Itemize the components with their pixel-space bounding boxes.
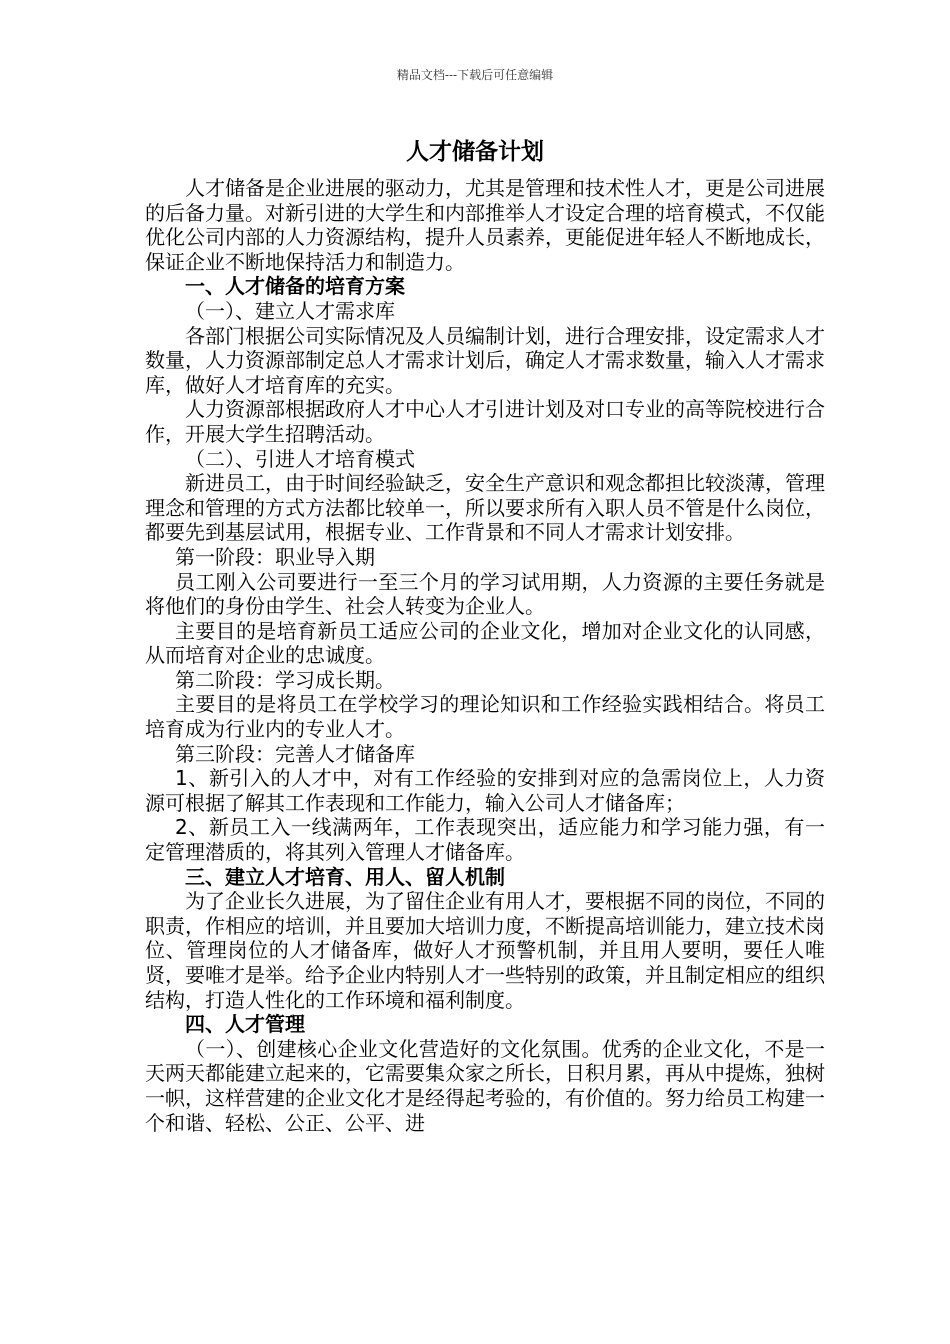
paragraph: 第二阶段：学习成长期。 (175, 667, 395, 692)
page-header: 精品文档---下载后可任意编辑 (396, 68, 554, 82)
paragraph: 1、新引入的人才中，对有工作经验的安排到对应的急需岗位上，人力资源可根据了解其工作表现和工作能力，输入公司人才储备库； (145, 766, 825, 815)
section-heading: 三、建立人才培育、用人、留人机制 (185, 864, 505, 889)
paragraph: 主要目的是培育新员工适应公司的企业文化，增加对企业文化的认同感，从而培育对企业的忠诚度。 (145, 618, 825, 668)
paragraph: （二）、引进人才培育模式 (185, 446, 415, 471)
paragraph: 人才储备是企业进展的驱动力，尤其是管理和技术性人才，更是公司进展的后备力量。对新引进的大学生和内部推举人才设定合理的培育模式，不仅能优化公司内部的人力资源结构，提升人员素养，更能促进年轻人不断地成长，保证企业不断地保持活力和制造力。 (145, 176, 825, 274)
paragraph: 员工刚入公司要进行一至三个月的学习试用期，人力资源的主要任务就是将他们的身份由学生、社会人转变为企业人。 (145, 569, 825, 619)
paragraph: 第三阶段：完善人才储备库 (175, 741, 415, 766)
paragraph: 为了企业长久进展，为了留住企业有用人才，要根据不同的岗位，不同的职责，作相应的培训，并且要加大培训力度，不断提高培训能力，建立技术岗位、管理岗位的人才储备库，做好人才预警机制，并且用人要明，要任人唯贤，要唯才是举。给予企业内特别人才一些特别的政策，并且制定相应的组织结构，打造人性化的工作环境和福利制度。 (145, 889, 825, 1012)
paragraph: （一）、创建核心企业文化营造好的文化氛围。优秀的企业文化，不是一天两天都能建立起来的，它需要集众家之所长，日积月累，再从中提炼，独树一帜，这样营建的企业文化才是经得起考验的，有价值的。努力给员工构建一个和谐、轻松、公正、公平、进 (145, 1036, 825, 1135)
paragraph: 人力资源部根据政府人才中心人才引进计划及对口专业的高等院校进行合作，开展大学生招聘活动。 (145, 397, 825, 446)
paragraph: 新进员工，由于时间经验缺乏，安全生产意识和观念都担比较淡薄，管理理念和管理的方式方法都比较单一，所以要求所有入职人员不管是什么岗位，都要先到基层试用，根据专业、工作背景和不同人才需求计划安排。 (145, 471, 825, 545)
paragraph: 2、新员工入一线满两年，工作表现突出，适应能力和学习能力强，有一定管理潜质的，将其列入管理人才储备库。 (145, 815, 825, 865)
document-body (145, 176, 825, 1135)
document-title: 人才储备计划 (406, 139, 544, 165)
section-heading: 四、人才管理 (185, 1012, 305, 1037)
section-heading: 一、人才储备的培育方案 (185, 274, 405, 299)
paragraph: 各部门根据公司实际情况及人员编制计划，进行合理安排，设定需求人才数量，人力资源部制定总人才需求计划后，确定人才需求数量，输入人才需求库，做好人才培育库的充实。 (145, 323, 825, 397)
paragraph: 主要目的是将员工在学校学习的理论知识和工作经验实践相结合。将员工培育成为行业内的专业人才。 (145, 692, 825, 742)
paragraph: 第一阶段：职业导入期 (175, 544, 375, 569)
paragraph: （一）、建立人才需求库 (185, 298, 395, 323)
